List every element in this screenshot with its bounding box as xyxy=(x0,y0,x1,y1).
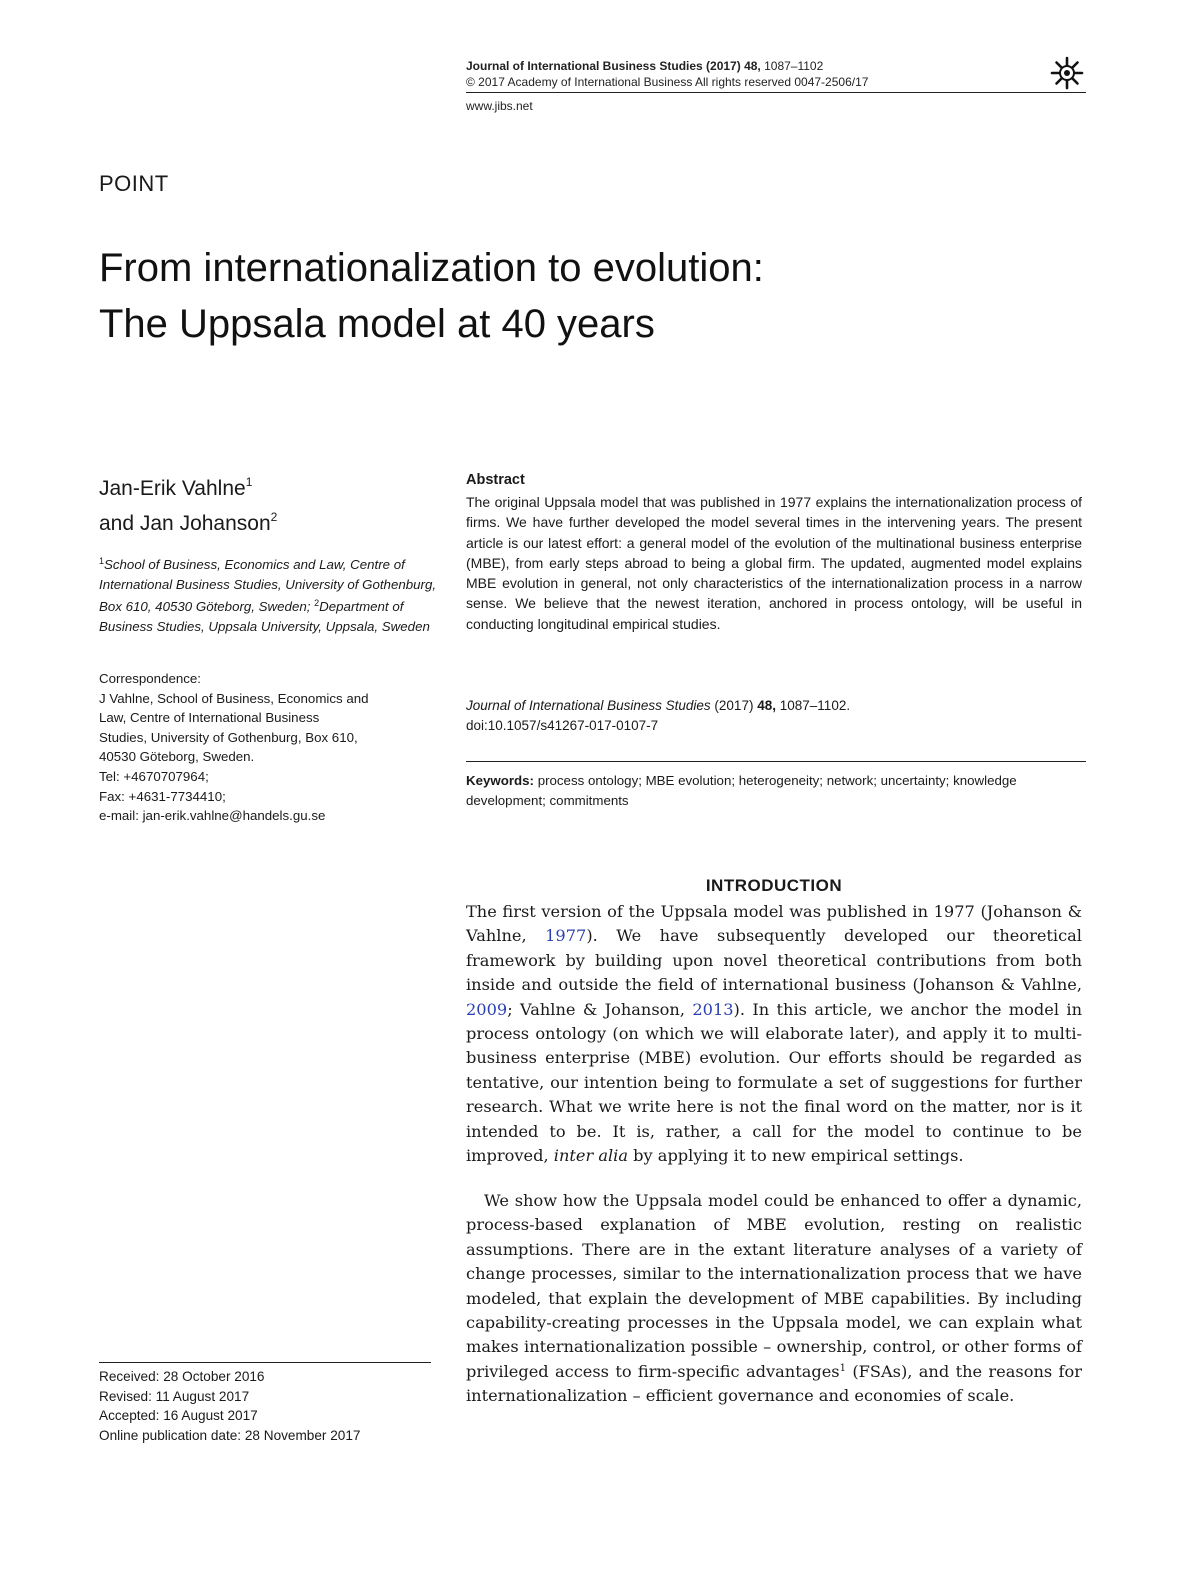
intro-paragraph-2 xyxy=(466,1189,1082,1409)
journal-emblem-icon xyxy=(1050,56,1084,90)
correspondence-email: e-mail: jan-erik.vahlne@handels.gu.se xyxy=(99,808,326,824)
doi[interactable]: doi:10.1057/s41267-017-0107-7 xyxy=(466,718,659,733)
copyright-line: © 2017 Academy of International Business All rights reserved 0047-2506/17 xyxy=(466,74,869,89)
cite-journal: Journal of International Business Studies xyxy=(466,698,711,713)
footnote-link-1[interactable]: 1 xyxy=(839,1362,846,1374)
correspondence-label: Correspondence: xyxy=(99,671,202,686)
abstract-citation xyxy=(466,696,850,736)
dates-rule xyxy=(99,1362,431,1363)
abstract-text: The original Uppsala model that was published in 1977 explains the internationalization process of firms. We have further developed the model several times in the intervening years. The present article is our latest effort: a general model of the evolution of the multinational business enterprise (MBE), from early steps abroad to being a global firm. The updated, augmented model explains MBE evolution in general, not only characteristics of the internationalization process in a narrow sense. We believe that the newest iteration, anchored in process ontology, will be useful in conducting longitudinal empirical studies. xyxy=(466,494,1082,632)
journal-header xyxy=(466,59,1066,90)
affiliations xyxy=(99,552,439,636)
article-title xyxy=(99,240,764,352)
intro-paragraph-1 xyxy=(466,900,1082,1168)
keywords-text: process ontology; MBE evolution; heterogeneity; network; uncertainty; knowledge development; commitments xyxy=(466,773,1017,808)
affil-2-mark: 2 xyxy=(314,598,320,609)
author-2: and Jan Johanson xyxy=(99,512,271,535)
citation-link-2013[interactable]: 2013 xyxy=(692,999,734,1019)
correspondence-line: Studies, University of Gothenburg, Box 610, xyxy=(99,729,358,745)
correspondence xyxy=(99,669,444,826)
citation-link-1977[interactable]: 1977 xyxy=(545,926,587,946)
citation-link-2009[interactable]: 2009 xyxy=(466,999,508,1019)
header-rule xyxy=(466,92,1086,93)
text-run: ; Vahlne & Johanson, xyxy=(507,999,693,1019)
publication-dates xyxy=(99,1367,360,1445)
title-line-2: The Uppsala model at 40 years xyxy=(99,302,655,346)
text-run: (FSAs), and the reasons for internationalization – efficient governance and economies of scale. xyxy=(466,1361,1082,1406)
abstract-heading: Abstract xyxy=(466,472,525,488)
journal-website-link[interactable]: www.jibs.net xyxy=(466,99,533,113)
text-run: ). In this article, we anchor the model in process ontology (on which we will elaborate later), and apply it to multi-business enterprise (MBE) evolution. Our efforts should be regarded as tentative, our intention being to formulate a set of suggestions for further research. What we write here is not the final word on the matter, nor is it intended to be. It is, rather, a call for the model to continue to be improved, xyxy=(466,999,1082,1166)
correspondence-fax: Fax: +4631-7734410; xyxy=(99,788,226,804)
text-run: ). We have subsequently developed our theoretical framework by building upon novel theoretical contributions from both inside and outside the field of international business (Johanson & Vahlne, xyxy=(466,926,1082,995)
affil-1-mark: 1 xyxy=(99,556,105,566)
accepted-date: Accepted: 16 August 2017 xyxy=(99,1408,258,1424)
affiliation-2: Department of Business Studies, Uppsala University, Uppsala, Sweden xyxy=(99,599,430,634)
abstract-rule xyxy=(466,761,1086,762)
online-date: Online publication date: 28 November 2017 xyxy=(99,1427,361,1443)
cite-year: (2017) xyxy=(714,698,754,713)
keywords-label: Keywords: xyxy=(466,773,534,788)
correspondence-line: 40530 Göteborg, Sweden. xyxy=(99,749,255,765)
revised-date: Revised: 11 August 2017 xyxy=(99,1388,250,1404)
text-run: by applying it to new empirical settings. xyxy=(628,1146,964,1166)
journal-name: Journal of International Business Studies (2017) 48, xyxy=(466,59,761,73)
author-1: Jan-Erik Vahlne xyxy=(99,477,246,500)
author-2-affil-mark: 2 xyxy=(270,510,278,524)
cite-pages: 1087–1102. xyxy=(779,698,851,713)
received-date: Received: 28 October 2016 xyxy=(99,1369,265,1384)
correspondence-line: J Vahlne, School of Business, Economics and xyxy=(99,690,369,706)
cite-volume: 48, xyxy=(757,698,776,713)
italic-run: inter alia xyxy=(553,1146,628,1166)
text-run: We show how the Uppsala model could be enhanced to offer a dynamic, process-based explanation of MBE evolution, resting on realistic assumptions. There are in the extant literature analyses of a variety of change processes, similar to the internationalization process that we have modeled, that explain the development of MBE capabilities. By including capability-creating processes in the Uppsala model, we can explain what makes internationalization possible – ownership, control, or other forms of privileged access to firm-specific advantages xyxy=(466,1191,1082,1381)
correspondence-phone: Tel: +4670707964; xyxy=(99,768,209,784)
correspondence-line: Law, Centre of International Business xyxy=(99,710,320,726)
section-label: POINT xyxy=(99,171,169,196)
affiliation-1: School of Business, Economics and Law, Centre of International Business Studies, University of Gothenburg, Box 610, 40530 Göteborg, Sweden; xyxy=(99,557,437,615)
title-line-1: From internationalization to evolution: xyxy=(99,246,764,290)
author-list xyxy=(99,468,277,538)
introduction-heading: INTRODUCTION xyxy=(705,876,843,895)
author-1-affil-mark: 1 xyxy=(245,475,253,489)
journal-pages: 1087–1102 xyxy=(764,59,824,73)
keywords xyxy=(466,771,1082,810)
text-run: The first version of the Uppsala model was published in 1977 (Johanson & Vahlne, xyxy=(466,902,1082,946)
